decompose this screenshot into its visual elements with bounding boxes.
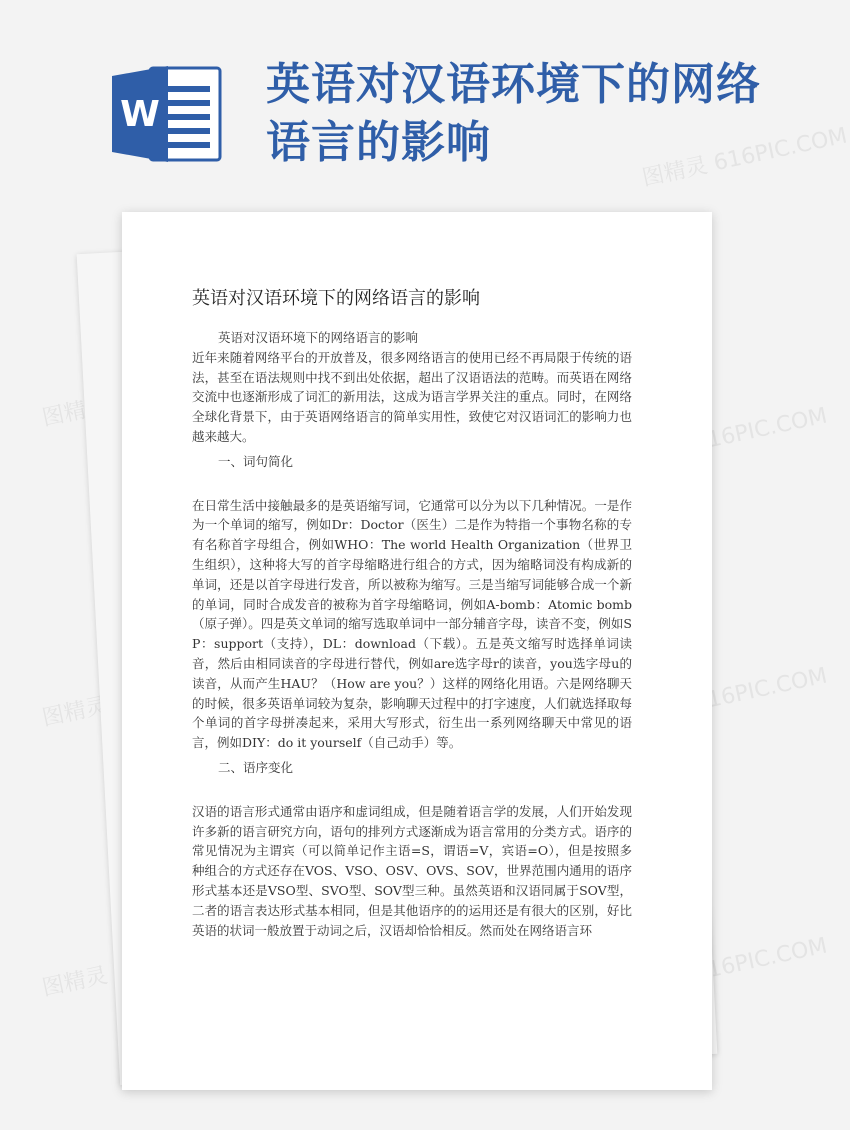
section-1-paragraph: 在日常生活中接触最多的是英语缩写词，它通常可以分为以下几种情况。一是作为一个单词的缩写，例如Dr：Doctor（医生）二是作为特指一个事物名称的专有名称首字母组合，例如WHO：The world Health Organization（世界卫生组织），这种将大写的首字母缩略进行组合的方式，因为缩略词没有构成新的单词，还是以首字母进行发音，所以被称为缩写。三是当缩写词能够合成一个新的单词，同时合成发音的被称为首字母缩略词，例如A-bomb：Atomic bomb（原子弹）。四是英文单词的缩写选取单词中一部分辅音字母，读音不变，例如SP：support（支持），DL：download（下载）。五是英文缩写时选择单词读音，然后由相同读音的字母进行替代，例如are选字母r的读音，you选字母u的读音，从而产生HAU？（How are you？）这样的网络化用语。六是网络聊天的时候，很多英语单词较为复杂，影响聊天过程中的打字速度，人们就选择取每个单词的首字母拼凑起来，采用大写形式，衍生出一系列网络聊天中常见的语言，例如DIY：do it yourself（自己动手）等。 — [192, 497, 632, 751]
watermark: 图精灵 616PIC.COM — [640, 123, 850, 192]
section-2-paragraph: 汉语的语言形式通常由语序和虚词组成，但是随着语言学的发展，人们开始发现许多新的语言研究方向，语句的排列方式逐渐成为语言常用的分类方式。语序的常见情况为主谓宾（可以简单记作主语=S，谓语=V，宾语=O），但是按照多种组合的方式还存在VOS、VSO、OSV、OVS、SOV，世界范围内通用的语序形式基本还是VSO型、SVO型、SOV型三种。虽然英语和汉语同属于SOV型，二者的语言表达形式基本相同，但是其他语序的的运用还是有很大的区别，好比英语的状词一般放置于动词之后，汉语却恰恰相反。然而处在网络语言环 — [192, 803, 632, 938]
watermark: 图精灵 616PIC.COM — [620, 403, 830, 472]
watermark: 图精灵 616PIC.COM — [620, 933, 830, 1002]
intro-title-line: 英语对汉语环境下的网络语言的影响 — [218, 330, 419, 345]
banner — [0, 0, 800, 200]
word-document-icon — [112, 66, 222, 162]
watermark: 图精灵 — [40, 393, 110, 432]
document-title: 英语对汉语环境下的网络语言的影响 — [192, 288, 480, 309]
banner-title: 英语对汉语环境下的网络语言的影响 — [266, 59, 761, 168]
document-page — [122, 212, 712, 1090]
document-body — [192, 328, 632, 940]
watermark: 图精灵 616PIC.COM — [620, 663, 830, 732]
svg-text:W: W — [120, 94, 160, 135]
section-heading-1: 一、词句简化 — [218, 453, 294, 469]
watermark: 图精灵 — [40, 963, 110, 1002]
section-heading-2: 二、语序变化 — [218, 759, 294, 775]
intro-paragraph: 近年来随着网络平台的开放普及，很多网络语言的使用已经不再局限于传统的语法，甚至在语法规则中找不到出处依据，超出了汉语语法的范畴。而英语在网络交流中也逐渐形成了词汇的新用法，这成为语言学界关注的重点。同时，在网络全球化背景下，由于英语网络语言的简单实用性，致使它对汉语词汇的影响力也越来越大。 — [192, 349, 632, 444]
watermark: 图精灵 — [40, 693, 110, 732]
